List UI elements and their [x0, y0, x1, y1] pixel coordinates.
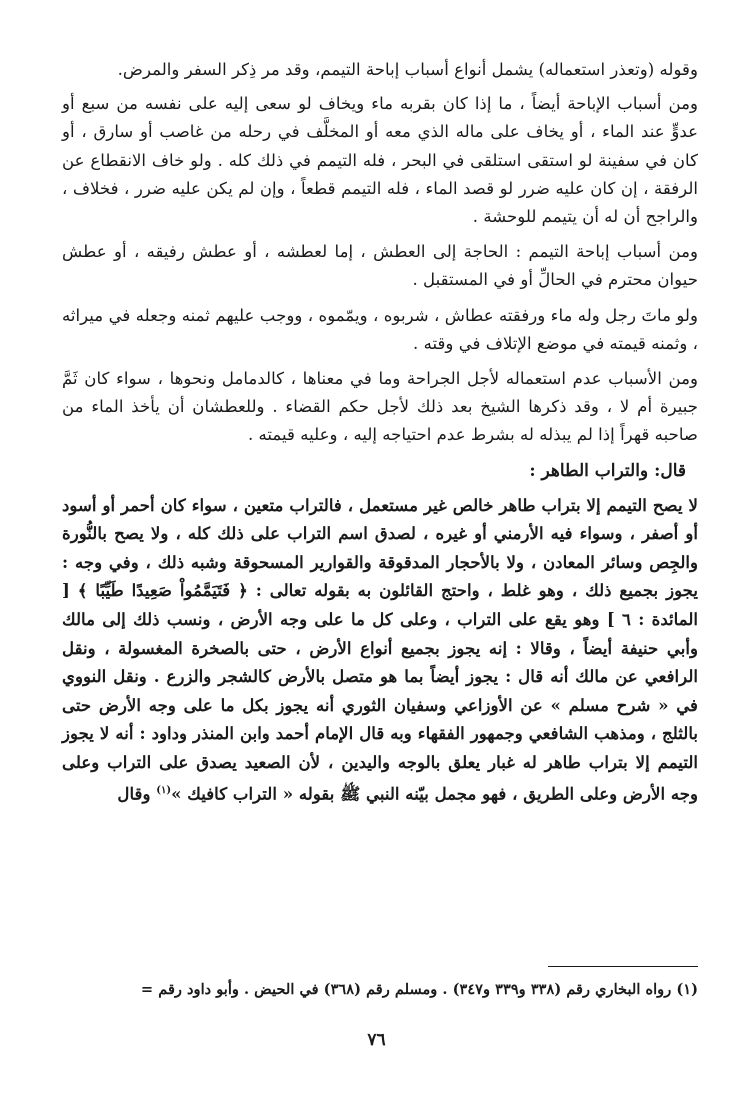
section-heading: قال: والتراب الطاهر :: [529, 460, 686, 481]
page-number: ٧٦: [367, 1030, 386, 1050]
main-text-after-verse: [ المائدة : ٦ ] وهو يقع على التراب ، وعلى كل ما على وجه الأرض ، ونسب ذلك إلى مالك وأبي حنيفة أيضاً ، وقالا : إنه يجوز بجميع أنواع الأرض ، حتى بالصخرة المغسولة ، ونقل الرافعي عن مالك أنه قال : يجوز أيضاً بما هو متصل بالأرض كالشجر والزرع . ونقل النووي في « شرح مسلم » عن الأوزاعي وسفيان الثوري أنه يجوز بكل ما على وجه الأرض حتى بالثلج ، ومذهب الشافعي وجمهور الفقهاء وبه قال الإمام أحمد وابن المنذر وداود : أنه لا يجوز التيمم إلا بتراب طاهر له غبار يعلق بالوجه واليدين ، لأن الصعيد يصدق على التراب وعلى وجه الأرض وعلى الطريق ، فهو مجمل بيّنه النبي ﷺ بقوله « التراب كافيك »: [62, 580, 698, 804]
footnote-reference: (١): [156, 784, 172, 796]
paragraph-wounds: ومن الأسباب عدم استعماله لأجل الجراحة وما في معناها ، كالدمامل ونحوها ، سواء كان ثَمَّ جبيرة أم لا ، وقد ذكرها الشيخ بعد ذلك لأجل حكم القضاء . وللعطشان أن يأخذ الماء من صاحبه قهراً إذا لم يبذله له بشرط عدم احتياجه إليه ، وعليه قيمته .: [62, 369, 698, 445]
paragraph-intro: وقوله (وتعذر استعماله) يشمل أنواع أسباب إباحة التيمم، وقد مر ذِكر السفر والمرض.: [117, 60, 698, 79]
footnote-divider: [548, 966, 698, 967]
paragraph-death-case: ولو ماتَ رجل وله ماء ورفقته عطاش ، شربوه ، ويمّموه ، ووجب عليهم ثمنه وجعله في ميراثه ، وثمنه قيمته في موضع الإتلاف في وقته .: [62, 305, 698, 353]
paragraph-fear-causes: ومن أسباب الإباحة أيضاً ، ما إذا كان بقربه ماء ويخاف لو سعى إليه على نفسه من سبع أو عدوٍّ عند الماء ، أو يخاف على ماله الذي معه أو المخلَّف في رحله من غاصب أو سارق ، أو كان في سفينة لو استقى استلقى في البحر ، فله التيمم في ذلك كله . ولو خاف الانقطاع عن الرفقة ، إن كان عليه ضرر لو قصد الماء ، فله التيمم قطعاً ، وإن لم يكن عليه ضرر ، فخلاف ، والراجح أن له أن يتيمم للوحشة .: [62, 94, 698, 227]
main-text-tail: وقال: [117, 783, 151, 804]
footnote-divider-wrap: [62, 966, 698, 968]
main-text-before-verse: لا يصح التيمم إلا بتراب طاهر خالص غير مستعمل ، فالتراب متعين ، سواء كان أحمر أو أسود أو أصفر ، وسواء فيه الأرمني أو غيره ، لصدق اسم التراب على ذلك كله ، ولا يصح بالنُّورة والجِص وسائر المعادن ، ولا بالأحجار المدقوقة والقوارير المسحوقة وشبه ذلك ، وفي وجه : يجوز بجميع ذلك ، وهو غلط ، واحتج القائلون به بقوله تعالى :: [62, 494, 698, 601]
paragraph-pure-soil: [62, 491, 698, 808]
page-body: [62, 56, 698, 808]
footnote: (١) رواه البخاري رقم (٣٣٨ و٣٣٩ و٣٤٧) . ومسلم رقم (٣٦٨) في الحيض . وأبو داود رقم =: [140, 981, 698, 998]
paragraph-thirst: ومن أسباب إباحة التيمم : الحاجة إلى العطش ، إما لعطشه ، أو عطش رفيقه ، أو عطش حيوان محترم في الحالِّ أو في المستقبل .: [62, 242, 698, 290]
quran-verse: ﴿ فَتَيَمَّمُواْ صَعِيدًا طَيِّبًا ﴾: [77, 580, 248, 601]
